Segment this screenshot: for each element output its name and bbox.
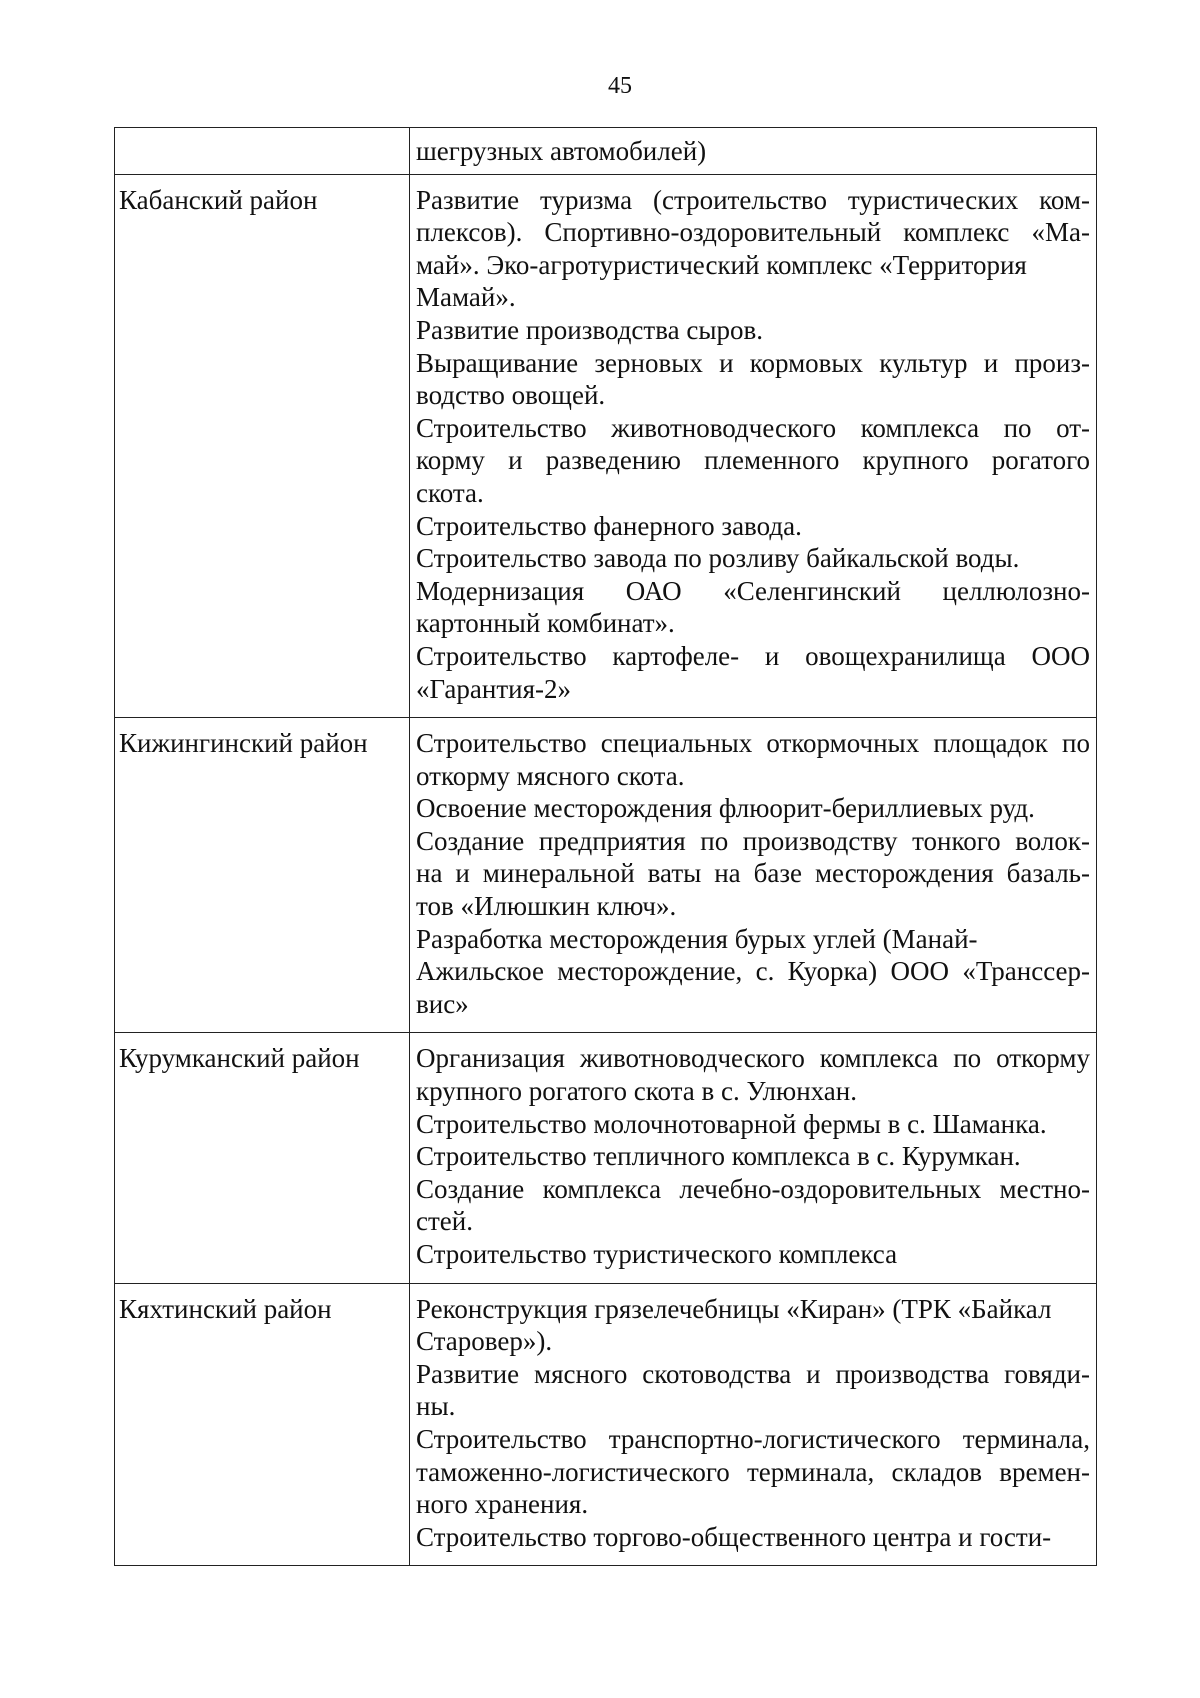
table-body xyxy=(115,128,1097,1566)
project-line: стей. xyxy=(416,1206,473,1237)
project-line: Строительство завода по розливу байкальской воды. xyxy=(416,543,1020,574)
project-line: май». Эко-агротуристический комплекс «Территория xyxy=(416,249,1027,280)
district-cell: Кижингинский район xyxy=(115,718,410,1033)
district-cell: Кяхтинский район xyxy=(115,1283,410,1566)
project-line: тов «Илюшкин ключ». xyxy=(416,891,677,922)
project-line: Развитие туризма (строительство туристических ком- xyxy=(416,184,1090,215)
projects-cell xyxy=(410,1033,1097,1283)
project-line: ны. xyxy=(416,1391,456,1422)
project-line: Освоение месторождения флюорит-бериллиевых руд. xyxy=(416,793,1035,824)
project-line: водство овощей. xyxy=(416,380,606,411)
table-row xyxy=(115,718,1097,1033)
project-line: Ажильское месторождение, с. Куорка) ООО «Транссер- xyxy=(416,956,1090,987)
project-line: картонный комбинат». xyxy=(416,608,675,639)
table-row xyxy=(115,1033,1097,1283)
project-line: Строительство животноводческого комплекса по от- xyxy=(416,412,1090,443)
project-line: «Гарантия-2» xyxy=(416,673,572,704)
project-line: корму и разведению племенного крупного рогатого xyxy=(416,445,1090,476)
project-line: Старовер»). xyxy=(416,1326,553,1357)
project-line: Строительство молочнотоварной фермы в с. Шаманка. xyxy=(416,1108,1047,1139)
projects-cell xyxy=(410,128,1097,175)
project-line: плексов). Спортивно-оздоровительный комплекс «Ма- xyxy=(416,217,1090,248)
projects-cell xyxy=(410,174,1097,718)
project-line: Реконструкция грязелечебницы «Киран» (ТРК «Байкал xyxy=(416,1293,1052,1324)
project-line: Строительство транспортно-логистического терминала, xyxy=(416,1423,1090,1454)
district-cell: Кабанский район xyxy=(115,174,410,718)
project-line: Строительство туристического комплекса xyxy=(416,1239,898,1269)
project-line: Строительство фанерного завода. xyxy=(416,510,802,541)
districts-projects-table xyxy=(114,127,1097,1566)
project-line: Модернизация ОАО «Селенгинский целлюлозно- xyxy=(416,575,1090,606)
project-line: Создание комплекса лечебно-оздоровительных местно- xyxy=(416,1173,1090,1204)
table-row xyxy=(115,128,1097,175)
project-line: ного хранения. xyxy=(416,1489,589,1520)
project-line: таможенно-логистического терминала, складов времен- xyxy=(416,1456,1090,1487)
project-line: Строительство специальных откормочных площадок по xyxy=(416,728,1090,759)
project-line: вис» xyxy=(416,988,469,1019)
projects-cell xyxy=(410,1283,1097,1566)
project-line: скота. xyxy=(416,477,484,508)
district-cell: Курумканский район xyxy=(115,1033,410,1283)
project-line: Организация животноводческого комплекса по откорму xyxy=(416,1043,1090,1074)
project-line: Выращивание зерновых и кормовых культур и произ- xyxy=(416,347,1090,378)
project-line: крупного рогатого скота в с. Улюнхан. xyxy=(416,1076,857,1107)
project-line: Развитие мясного скотоводства и производства говяди- xyxy=(416,1358,1090,1389)
district-cell xyxy=(115,128,410,175)
project-line: Создание предприятия по производству тонкого волок- xyxy=(416,825,1090,856)
project-line: Разработка месторождения бурых углей (Манай- xyxy=(416,923,978,954)
project-line: на и минеральной ваты на базе месторождения базаль- xyxy=(416,858,1090,889)
projects-cell xyxy=(410,718,1097,1033)
project-line: Мамай». xyxy=(416,282,516,313)
project-line: Строительство торгово-общественного центра и гости- xyxy=(416,1521,1052,1552)
page-number: 45 xyxy=(608,73,632,99)
project-line: откорму мясного скота. xyxy=(416,760,685,791)
table-row xyxy=(115,1283,1097,1566)
project-line: Развитие производства сыров. xyxy=(416,314,763,345)
project-line: Строительство картофеле- и овощехранилища ООО xyxy=(416,640,1090,671)
table-row xyxy=(115,174,1097,718)
project-line: Строительство тепличного комплекса в с. Курумкан. xyxy=(416,1141,1021,1172)
project-line: шегрузных автомобилей) xyxy=(416,136,707,166)
